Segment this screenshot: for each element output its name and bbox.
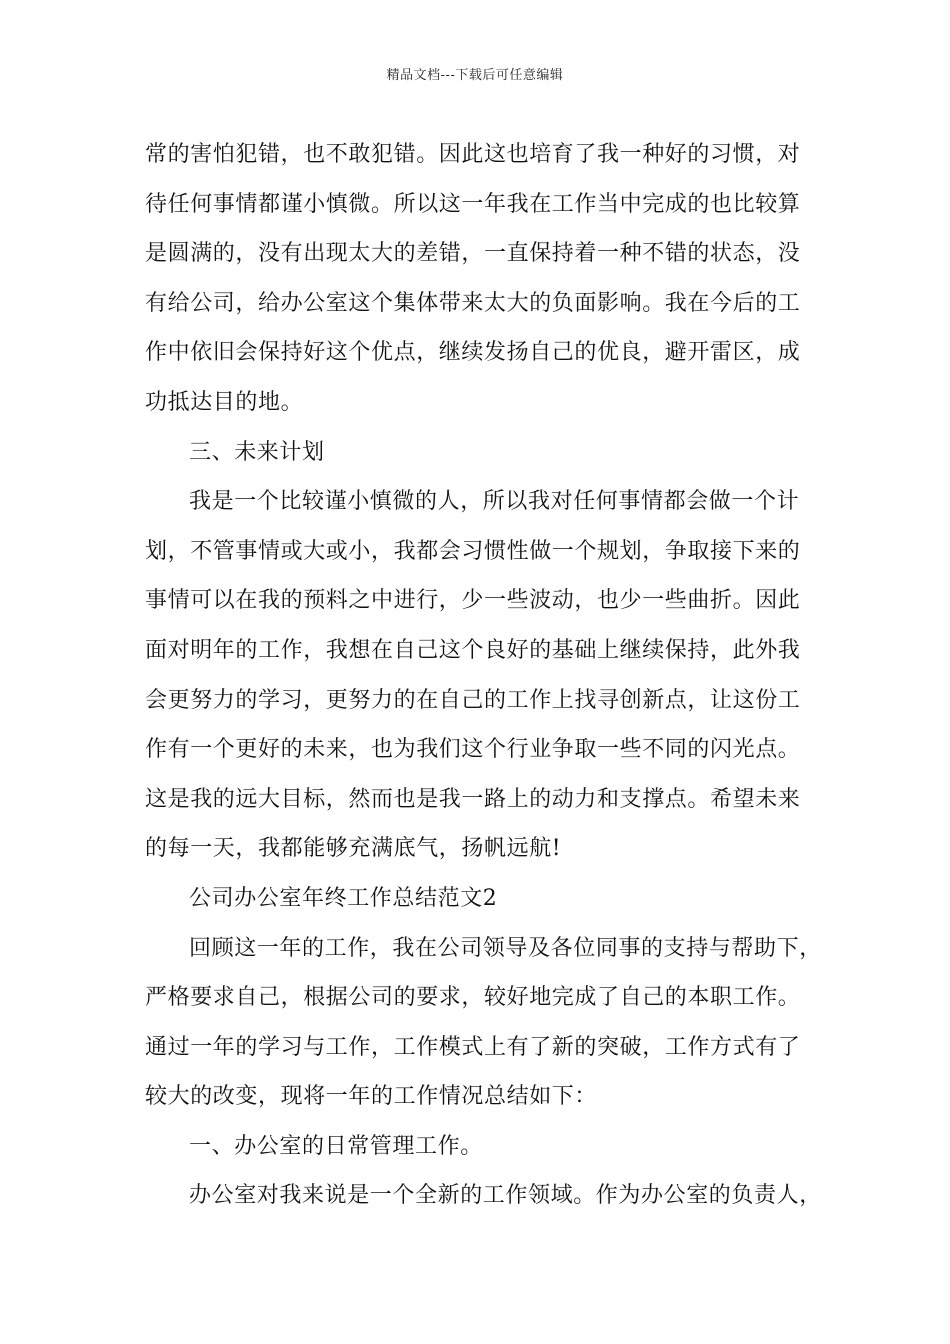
text-line: 待任何事情都谨小慎微。所以这一年我在工作当中完成的也比较算 [145, 191, 801, 217]
text-line: 面对明年的工作，我想在自己这个良好的基础上继续保持，此外我 [145, 637, 801, 663]
text-line: 回顾这一年的工作，我在公司领导及各位同事的支持与帮助下， [189, 935, 822, 961]
text-line: 较大的改变，现将一年的工作情况总结如下： [145, 1084, 598, 1110]
text-line: 一、办公室的日常管理工作。 [189, 1133, 483, 1159]
text-line: 公司办公室年终工作总结范文2 [189, 885, 498, 911]
text-line: 这是我的远大目标，然而也是我一路上的动力和支撑点。希望未来 [145, 786, 801, 812]
text-line: 办公室对我来说是一个全新的工作领域。作为办公室的负责人， [189, 1183, 822, 1209]
text-line: 会更努力的学习，更努力的在自己的工作上找寻创新点，让这份工 [145, 687, 801, 713]
text-line: 作中依旧会保持好这个优点，继续发扬自己的优良，避开雷区，成 [145, 340, 801, 366]
text-line: 有给公司，给办公室这个集体带来太大的负面影响。我在今后的工 [145, 290, 801, 316]
text-line: 作有一个更好的未来，也为我们这个行业争取一些不同的闪光点。 [145, 737, 801, 763]
document-body [145, 130, 822, 1221]
text-line: 三、未来计划 [189, 439, 325, 465]
text-line: 常的害怕犯错，也不敢犯错。因此这也培育了我一种好的习惯，对 [145, 142, 801, 167]
text-line: 划，不管事情或大或小，我都会习惯性做一个规划，争取接下来的 [145, 538, 801, 564]
text-line: 的每一天，我都能够充满底气，扬帆远航! [145, 836, 562, 862]
text-line: 是圆满的，没有出现太大的差错，一直保持着一种不错的状态，没 [145, 241, 801, 267]
text-line: 事情可以在我的预料之中进行，少一些波动，也少一些曲折。因此 [145, 588, 801, 614]
text-line: 通过一年的学习与工作，工作模式上有了新的突破，工作方式有了 [145, 1034, 801, 1060]
page-header: 精品文档---下载后可任意编辑 [386, 68, 564, 83]
text-line: 我是一个比较谨小慎微的人，所以我对任何事情都会做一个计 [189, 489, 800, 515]
text-line: 功抵达目的地。 [145, 389, 304, 415]
text-line: 严格要求自己，根据公司的要求，较好地完成了自己的本职工作。 [145, 985, 801, 1011]
